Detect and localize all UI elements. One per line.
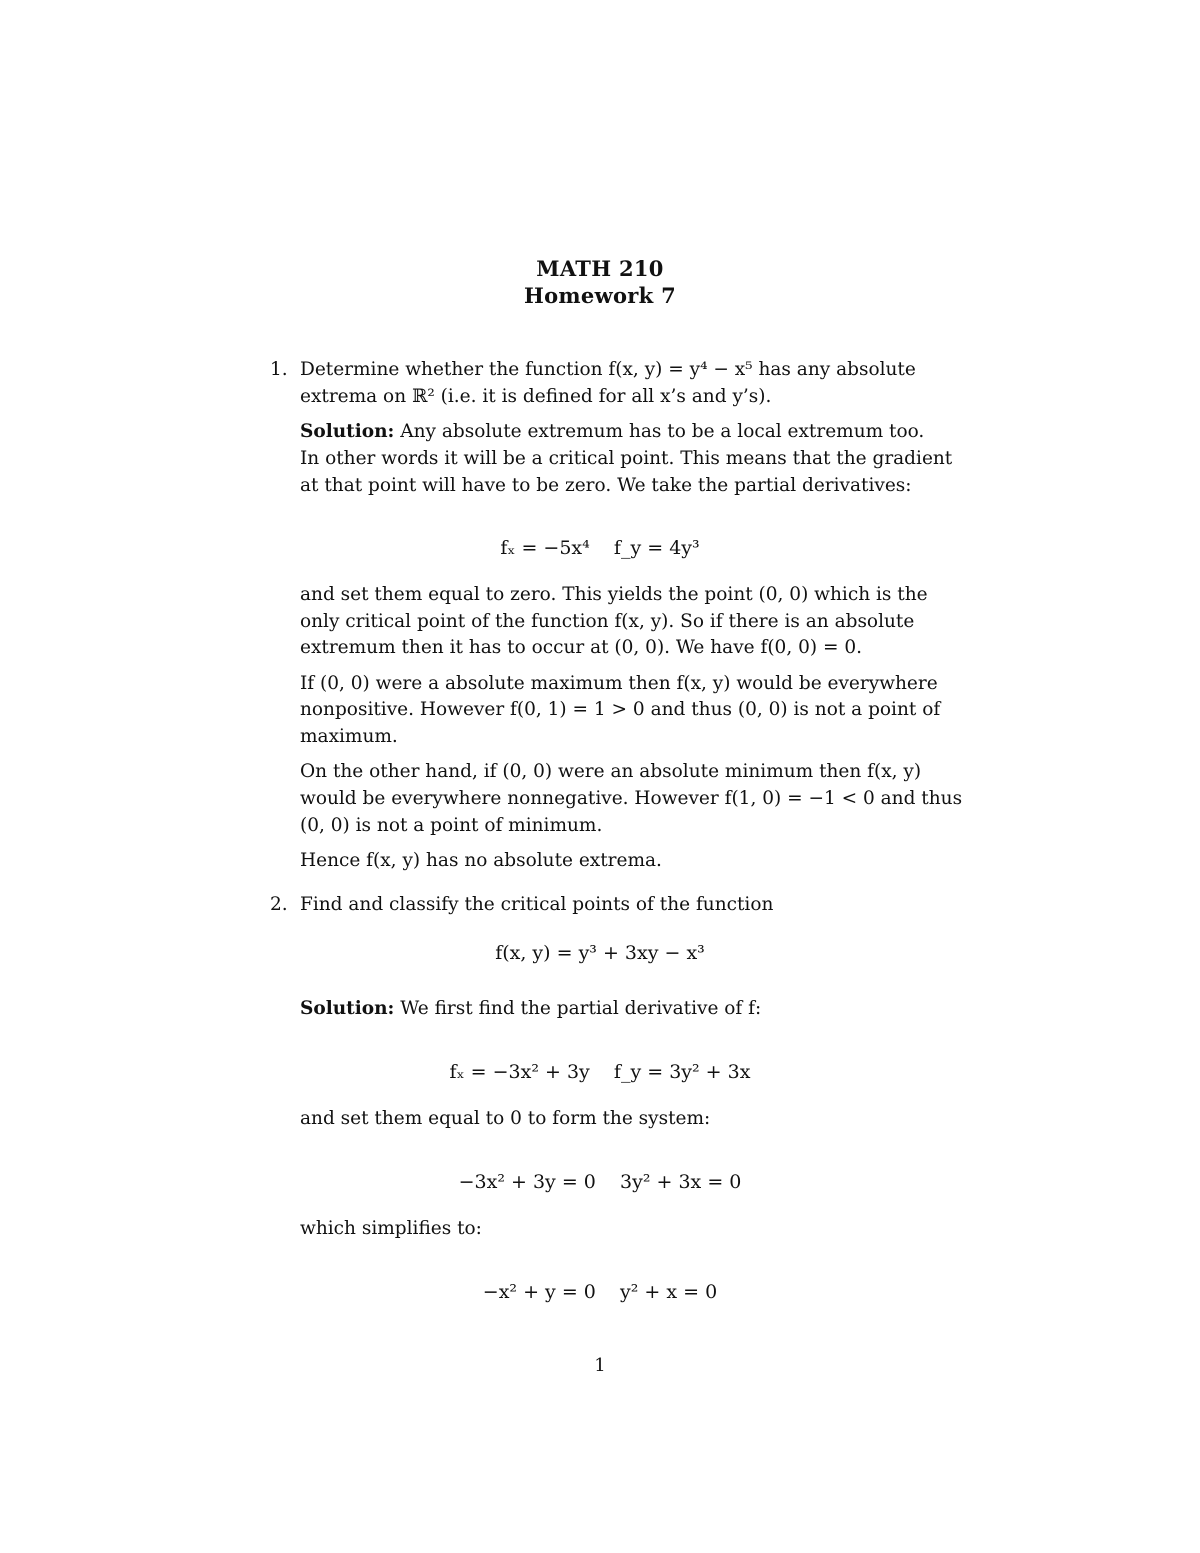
problem-1-statement-line-2: extrema on ℝ² (i.e. it is defined for all x’s and y’s). <box>300 386 772 407</box>
problem-2-number: 2. <box>270 894 288 915</box>
solution-text: We first find the partial derivative of f: <box>394 998 762 1019</box>
problem-1-para-4-line-1: On the other hand, if (0, 0) were an absolute minimum then f(x, y) <box>300 761 922 782</box>
problem-2-partial-derivatives-equation: fₓ = −3x² + 3y f_y = 3y² + 3x <box>449 1061 751 1083</box>
problem-1-conclusion: Hence f(x, y) has no absolute extrema. <box>300 850 662 871</box>
problem-1-para-4-line-3: (0, 0) is not a point of minimum. <box>300 815 603 836</box>
solution-label: Solution: <box>300 998 395 1019</box>
problem-2-simplified-system-equation: −x² + y = 0 y² + x = 0 <box>482 1281 718 1303</box>
problem-2-para-2: and set them equal to 0 to form the system: <box>300 1108 711 1129</box>
course-title: MATH 210 <box>536 256 664 281</box>
problem-1-para-4-line-2: would be everywhere nonnegative. However f(1, 0) = −1 < 0 and thus <box>300 788 963 809</box>
problem-1-para-2-line-3: extremum then it has to occur at (0, 0). We have f(0, 0) = 0. <box>300 637 862 658</box>
problem-1-partial-derivatives-equation: fₓ = −5x⁴ f_y = 4y³ <box>500 537 700 559</box>
problem-2-function-equation: f(x, y) = y³ + 3xy − x³ <box>495 942 705 964</box>
problem-1-solution-line-3: at that point will have to be zero. We take the partial derivatives: <box>300 475 912 496</box>
problem-1-para-3-line-1: If (0, 0) were a absolute maximum then f(x, y) would be everywhere <box>300 673 938 694</box>
problem-1-number: 1. <box>270 359 288 380</box>
problem-2-system-equation: −3x² + 3y = 0 3y² + 3x = 0 <box>458 1171 742 1193</box>
assignment-title: Homework 7 <box>523 283 677 308</box>
solution-text: Any absolute extremum has to be a local extremum too. <box>394 421 925 442</box>
problem-2-solution-line-1 <box>300 997 761 1021</box>
problem-1-solution-line-2: In other words it will be a critical point. This means that the gradient <box>300 448 953 469</box>
problem-2-statement: Find and classify the critical points of the function <box>300 894 774 915</box>
problem-1-para-3-line-2: nonpositive. However f(0, 1) = 1 > 0 and thus (0, 0) is not a point of <box>300 699 941 720</box>
problem-1-statement-line-1: Determine whether the function f(x, y) = y⁴ − x⁵ has any absolute <box>300 359 916 380</box>
problem-1-para-2-line-1: and set them equal to zero. This yields the point (0, 0) which is the <box>300 584 928 605</box>
problem-2-para-3: which simplifies to: <box>300 1218 482 1239</box>
problem-1-para-2-line-2: only critical point of the function f(x, y). So if there is an absolute <box>300 611 915 632</box>
solution-label: Solution: <box>300 421 395 442</box>
problem-1-para-3-line-3: maximum. <box>300 726 398 747</box>
problem-1-solution-line-1 <box>300 420 924 444</box>
page-number: 1 <box>594 1355 606 1376</box>
